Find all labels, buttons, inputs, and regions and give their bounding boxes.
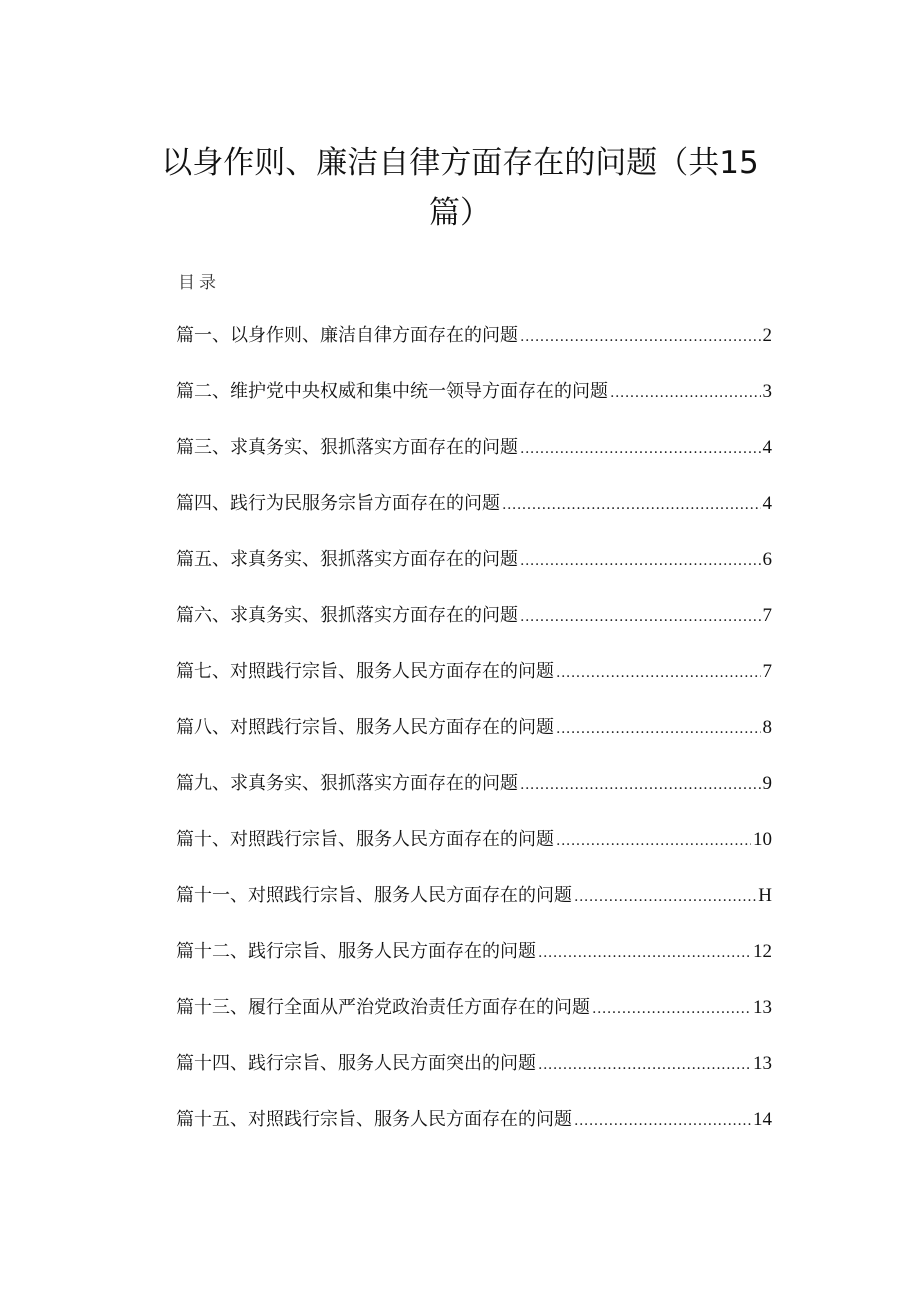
toc-entry-label: 篇十、对照践行宗旨、服务人民方面存在的问题 xyxy=(176,829,554,850)
toc-entry[interactable] xyxy=(176,708,772,764)
toc-entry-page: 14 xyxy=(753,1109,772,1130)
toc-entry-label: 篇七、对照践行宗旨、服务人民方面存在的问题 xyxy=(176,661,554,682)
toc-entry[interactable] xyxy=(176,484,772,540)
toc-entry-label: 篇一、以身作则、廉洁自律方面存在的问题 xyxy=(176,325,518,346)
toc-entry[interactable] xyxy=(176,372,772,428)
toc-entry-label: 篇十一、对照践行宗旨、服务人民方面存在的问题 xyxy=(176,885,572,906)
toc-entry-label: 篇二、维护党中央权威和集中统一领导方面存在的问题 xyxy=(176,381,608,402)
dot-leader xyxy=(520,597,761,637)
toc-entry[interactable] xyxy=(176,1044,772,1100)
toc-entry[interactable] xyxy=(176,988,772,1044)
toc-entry-page: H xyxy=(758,885,772,906)
toc-entry-page: 2 xyxy=(762,325,772,346)
toc-entry-page: 3 xyxy=(762,381,772,402)
dot-leader xyxy=(610,373,761,413)
dot-leader xyxy=(538,1045,751,1085)
toc-heading: 目录 xyxy=(178,273,220,293)
toc-entry[interactable] xyxy=(176,932,772,988)
toc-entry-page: 6 xyxy=(762,549,772,570)
dot-leader xyxy=(556,653,761,693)
toc-entry-page: 7 xyxy=(762,661,772,682)
dot-leader xyxy=(574,1101,751,1141)
toc-entry-label: 篇四、践行为民服务宗旨方面存在的问题 xyxy=(176,493,500,514)
page-title: 以身作则、廉洁自律方面存在的问题（共15篇） xyxy=(161,145,759,231)
toc-entry-page: 4 xyxy=(762,493,772,514)
toc-entry-label: 篇六、求真务实、狠抓落实方面存在的问题 xyxy=(176,605,518,626)
toc-entry-page: 12 xyxy=(753,941,772,962)
dot-leader xyxy=(556,821,751,861)
dot-leader xyxy=(538,933,751,973)
toc-entry[interactable] xyxy=(176,428,772,484)
toc-entry[interactable] xyxy=(176,596,772,652)
toc-entry-page: 13 xyxy=(753,1053,772,1074)
toc-entry[interactable] xyxy=(176,764,772,820)
dot-leader xyxy=(502,485,761,525)
toc-entry-label: 篇九、求真务实、狠抓落实方面存在的问题 xyxy=(176,773,518,794)
toc-entry-label: 篇三、求真务实、狠抓落实方面存在的问题 xyxy=(176,437,518,458)
toc-entry-label: 篇十五、对照践行宗旨、服务人民方面存在的问题 xyxy=(176,1109,572,1130)
dot-leader xyxy=(520,541,761,581)
toc-entry[interactable] xyxy=(176,820,772,876)
toc-entry-label: 篇五、求真务实、狠抓落实方面存在的问题 xyxy=(176,549,518,570)
toc-entry-page: 8 xyxy=(762,717,772,738)
dot-leader xyxy=(556,709,761,749)
dot-leader xyxy=(592,989,751,1029)
toc-entry[interactable] xyxy=(176,876,772,932)
toc-entry-page: 4 xyxy=(762,437,772,458)
dot-leader xyxy=(520,429,761,469)
table-of-contents xyxy=(176,316,772,1156)
toc-entry[interactable] xyxy=(176,1100,772,1156)
toc-entry-page: 9 xyxy=(762,773,772,794)
toc-entry-page: 10 xyxy=(753,829,772,850)
toc-entry[interactable] xyxy=(176,540,772,596)
dot-leader xyxy=(520,317,761,357)
toc-entry-page: 13 xyxy=(753,997,772,1018)
toc-entry-label: 篇十三、履行全面从严治党政治责任方面存在的问题 xyxy=(176,997,590,1018)
toc-entry-label: 篇十四、践行宗旨、服务人民方面突出的问题 xyxy=(176,1053,536,1074)
toc-entry-label: 篇八、对照践行宗旨、服务人民方面存在的问题 xyxy=(176,717,554,738)
dot-leader xyxy=(574,877,756,917)
toc-entry-page: 7 xyxy=(762,605,772,626)
toc-entry-label: 篇十二、践行宗旨、服务人民方面存在的问题 xyxy=(176,941,536,962)
toc-entry[interactable] xyxy=(176,316,772,372)
dot-leader xyxy=(520,765,761,805)
toc-entry[interactable] xyxy=(176,652,772,708)
